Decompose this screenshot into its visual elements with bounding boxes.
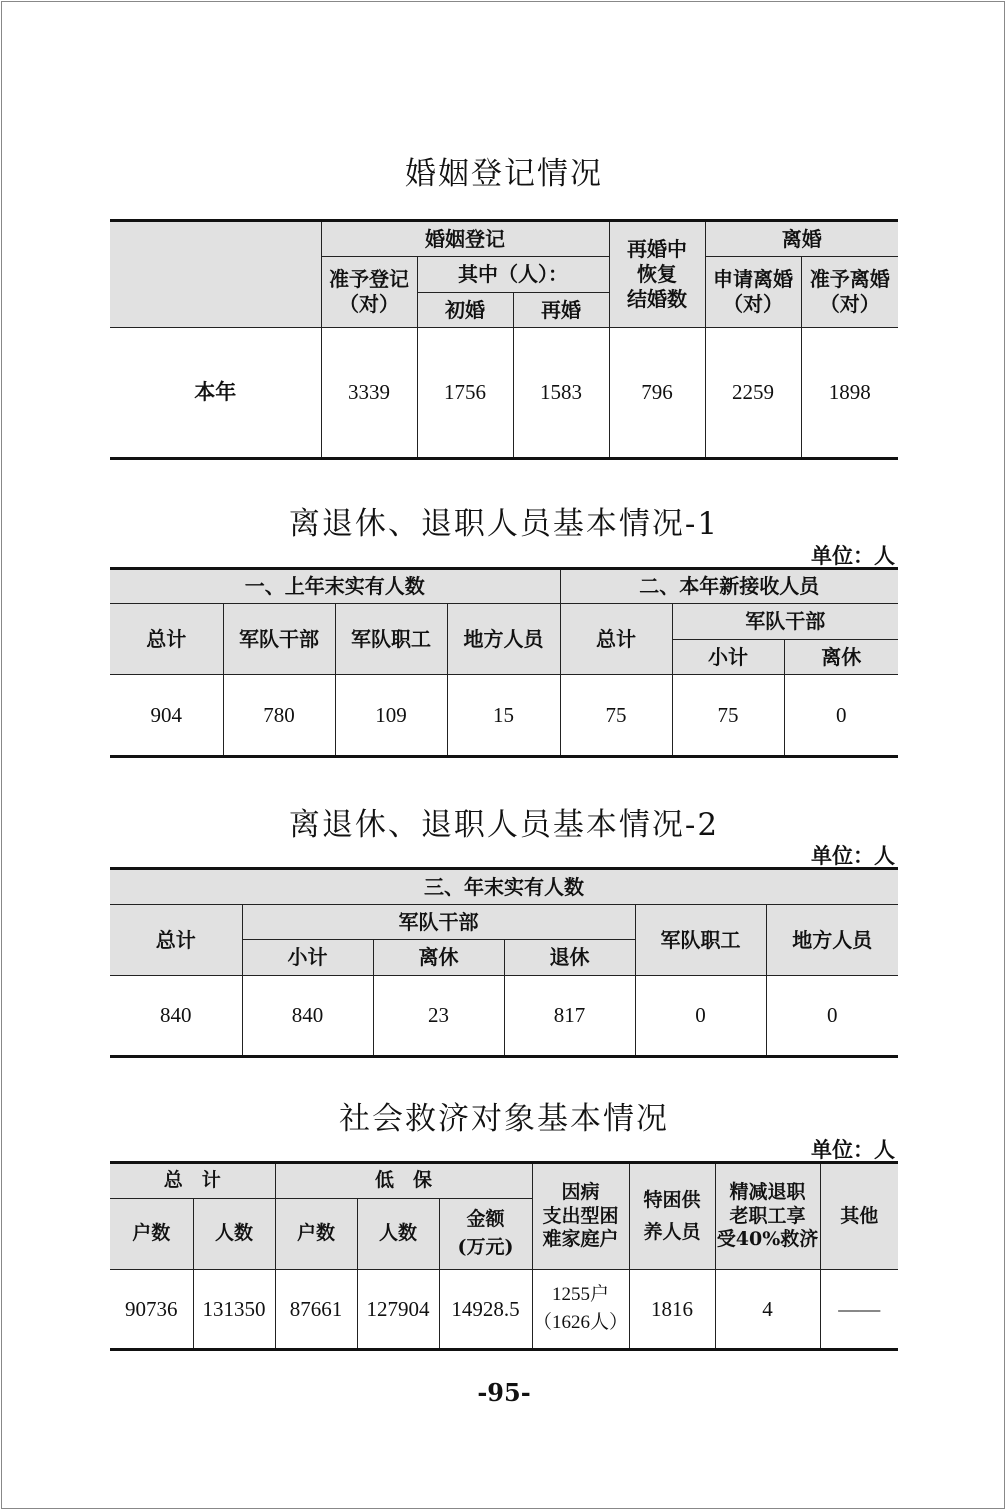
value-cell: 23 [373,976,504,1057]
value-cell: 87661 [275,1270,357,1350]
group-year-end: 三、年末实有人数 [110,869,898,905]
value-cell: 1816 [629,1270,715,1350]
col-other: 其他 [820,1163,898,1270]
col-tuixiu: 退休 [504,940,635,976]
value-cell: 14928.5 [439,1270,532,1350]
col-local: 地方人员 [447,604,560,675]
hdr-among: 其中（人）： [417,257,609,293]
value-cell: 4 [715,1270,820,1350]
value-cell: 131350 [193,1270,275,1350]
hdr-grant-divorce: 准予离婚 （对） [801,257,898,328]
col-subtotal: 小计 [242,940,373,976]
value-cell: 1583 [513,328,609,459]
col-amount: 金额 (万元) [439,1199,532,1270]
value-cell: 109 [335,675,447,757]
value-cell: 1756 [417,328,513,459]
value-cell: 0 [766,976,898,1057]
col-lixiu: 离休 [373,940,504,976]
hdr-divorce: 离婚 [705,221,898,257]
col-households: 户数 [110,1199,193,1270]
marriage-title: 婚姻登记情况 [405,156,603,192]
unit-label: 单位：人 [811,1137,895,1162]
value-cell: 15 [447,675,560,757]
marriage-table [110,219,898,460]
hdr-remarriage: 再婚 [513,293,609,328]
col-households-2: 户数 [275,1199,357,1270]
value-cell: 840 [110,976,242,1057]
col-total: 总计 [110,604,223,675]
value-cell: 75 [560,675,672,757]
hdr-approved: 准予登记 （对） [321,257,417,328]
col-army-cadre-2: 军队干部 [672,604,898,640]
value-cell: 1898 [801,328,898,459]
retiree-table-2 [110,867,898,1058]
retiree-title-1: 离退休、退职人员基本情况-1 [288,506,720,542]
col-local: 地方人员 [766,905,898,976]
value-cell: 0 [635,976,766,1057]
value-cell: 780 [223,675,335,757]
col-persons: 人数 [193,1199,275,1270]
col-army-staff: 军队职工 [635,905,766,976]
col-reduced-staff: 精减退职 老职工享 受40%救济 [715,1163,820,1270]
group-total: 总 计 [110,1163,275,1199]
col-total-2: 总计 [560,604,672,675]
group-prev-year: 一、上年末实有人数 [110,569,560,604]
hdr-marriage: 婚姻登记 [321,221,609,257]
value-cell: 3339 [321,328,417,459]
col-special-support: 特困供 养人员 [629,1163,715,1270]
value-cell: 90736 [110,1270,193,1350]
hdr-first-marriage: 初婚 [417,293,513,328]
unit-label: 单位：人 [811,543,895,568]
col-subtotal: 小计 [672,640,784,675]
value-cell: 75 [672,675,784,757]
col-total: 总计 [110,905,242,976]
col-army-cadre: 军队干部 [242,905,635,940]
row-label: 本年 [110,328,321,459]
relief-title: 社会救济对象基本情况 [339,1101,669,1137]
value-cell: 904 [110,675,223,757]
col-illness: 因病 支出型困 难家庭户 [532,1163,629,1270]
col-army-cadre: 军队干部 [223,604,335,675]
value-cell: 2259 [705,328,801,459]
relief-table [110,1161,898,1351]
retiree-title-2: 离退休、退职人员基本情况-2 [288,807,720,843]
corner-cell [110,221,321,328]
value-cell: —— [820,1270,898,1350]
hdr-apply-divorce: 申请离婚 （对） [705,257,801,328]
unit-label: 单位：人 [811,843,895,868]
group-new-received: 二、本年新接收人员 [560,569,898,604]
group-dibao: 低 保 [275,1163,532,1199]
col-army-staff: 军队职工 [335,604,447,675]
retiree-table-1 [110,567,898,758]
value-cell: 817 [504,976,635,1057]
page-number: -95- [477,1378,531,1407]
value-cell: 0 [784,675,898,757]
value-cell: 1255户 （1626人） [532,1270,629,1350]
value-cell: 796 [609,328,705,459]
value-cell: 840 [242,976,373,1057]
hdr-remarry: 再婚中 恢复 结婚数 [609,221,705,328]
col-persons-2: 人数 [357,1199,439,1270]
col-retired: 离休 [784,640,898,675]
value-cell: 127904 [357,1270,439,1350]
